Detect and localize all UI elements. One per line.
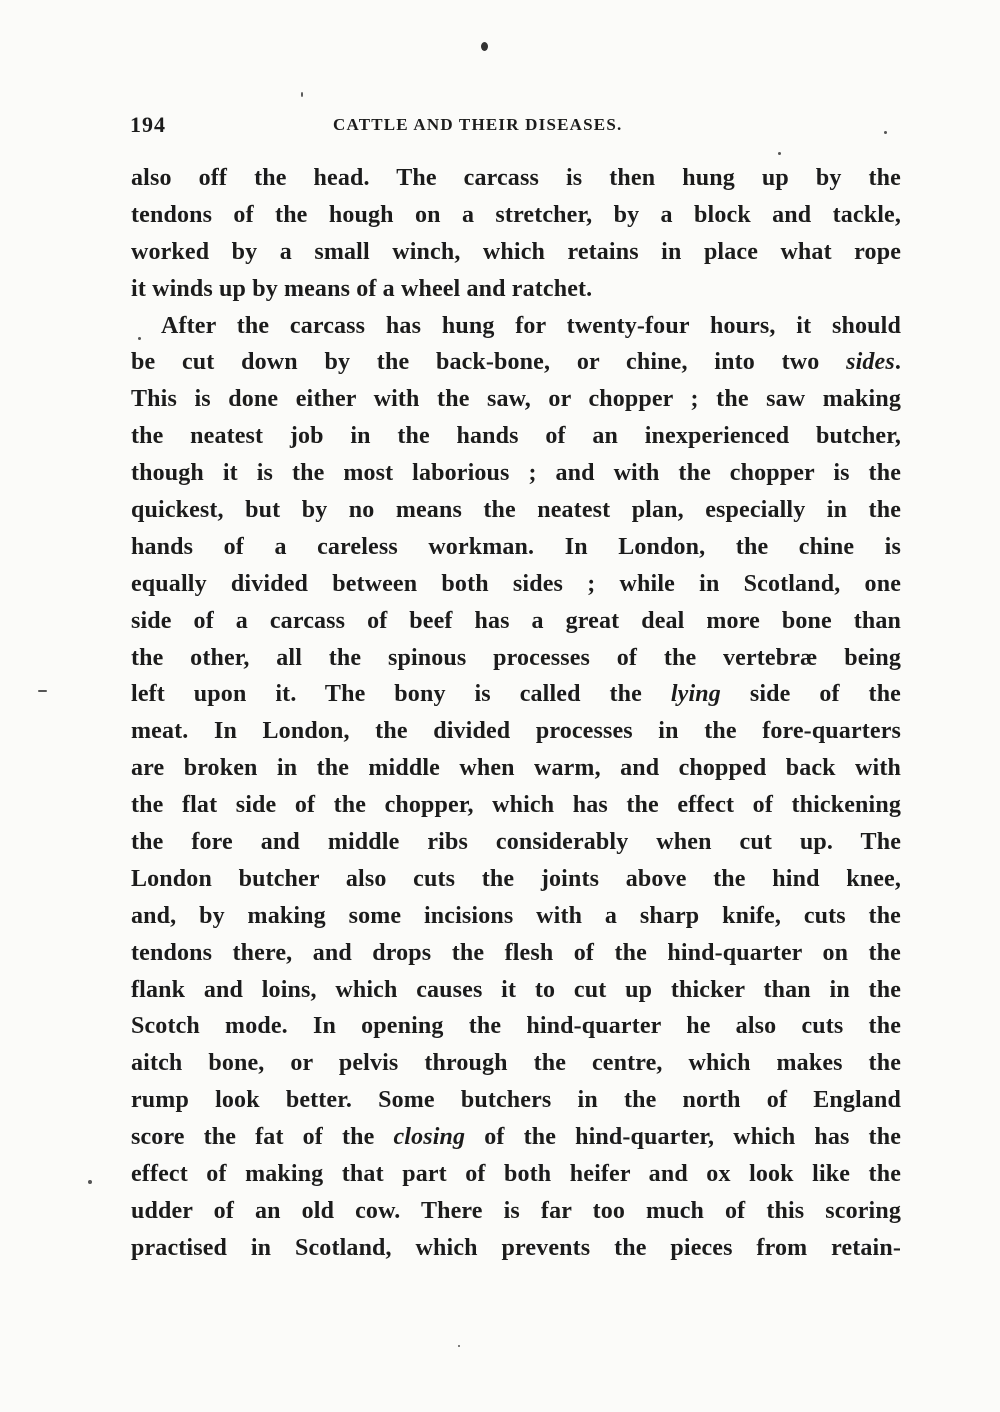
text-line: it winds up by means of a wheel and ratchet. bbox=[131, 275, 593, 302]
print-speck bbox=[88, 1180, 92, 1184]
text-run: the neatest job in the hands of an inexperienced butcher, bbox=[131, 423, 901, 450]
text-line bbox=[131, 455, 901, 492]
text-line bbox=[131, 1008, 901, 1045]
text-line bbox=[131, 1156, 901, 1193]
text-run: practised in Scotland, which prevents the pieces from retain- bbox=[131, 1234, 901, 1261]
text-line: worked by a small winch, which retains in place what rope bbox=[131, 238, 901, 265]
text-line bbox=[131, 935, 901, 972]
text-run: After the carcass has hung for twenty-four hours, it should bbox=[161, 312, 901, 339]
text-run: . bbox=[894, 349, 901, 376]
text-line: tendons of the hough on a stretcher, by a block and tackle, bbox=[131, 201, 901, 228]
print-speck bbox=[458, 1345, 460, 1347]
text-run: effect of making that part of both heifer and ox look like the bbox=[131, 1161, 901, 1188]
text-run: udder of an old cow. There is far too much of this scoring bbox=[131, 1197, 901, 1224]
text-run: tendons there, and drops the flesh of the hind-quarter on the bbox=[131, 939, 901, 966]
text-line bbox=[131, 750, 901, 787]
text-run: the fore and middle ribs considerably when cut up. The bbox=[131, 829, 901, 856]
text-run: flank and loins, which causes it to cut up thicker than in the bbox=[131, 976, 901, 1003]
text-line bbox=[131, 640, 901, 677]
print-speck bbox=[884, 131, 887, 134]
running-head: CATTLE AND THEIR DISEASES. bbox=[333, 115, 623, 134]
text-run: side of a carcass of beef has a great deal more bone than bbox=[131, 607, 901, 634]
print-speck bbox=[301, 92, 303, 97]
text-run: aitch bone, or pelvis through the centre, which makes the bbox=[131, 1050, 901, 1077]
text-line bbox=[131, 713, 901, 750]
text-run: This is done either with the saw, or chopper ; the saw making bbox=[131, 386, 901, 413]
text-run: London butcher also cuts the joints above the hind knee, bbox=[131, 865, 901, 892]
text-line bbox=[131, 1082, 901, 1119]
text-run: and, by making some incisions with a sharp knife, cuts the bbox=[131, 902, 901, 929]
text-line bbox=[131, 861, 901, 898]
italic-text: lying bbox=[670, 681, 721, 708]
text-line bbox=[131, 381, 901, 418]
text-run: score the fat of the bbox=[131, 1124, 394, 1151]
text-line: also off the head. The carcass is then hung up by the bbox=[131, 165, 901, 191]
text-line bbox=[131, 898, 901, 935]
page-number: 194 bbox=[130, 112, 166, 137]
page-header bbox=[130, 112, 900, 142]
text-line bbox=[131, 344, 901, 381]
text-run: quickest, but by no means the neatest plan, especially in the bbox=[131, 497, 901, 524]
text-line bbox=[131, 566, 901, 603]
text-run: hands of a careless workman. In London, the chine is bbox=[131, 533, 901, 560]
text-line bbox=[131, 1045, 901, 1082]
italic-text: closing bbox=[393, 1124, 466, 1151]
text-run: be cut down by the back-bone, or chine, into two bbox=[131, 349, 847, 376]
text-run: though it is the most laborious ; and with the chopper is the bbox=[131, 460, 901, 487]
print-speck bbox=[138, 337, 141, 340]
text-line bbox=[131, 824, 901, 861]
text-run: are broken in the middle when warm, and chopped back with bbox=[131, 755, 901, 782]
text-line bbox=[131, 972, 901, 1009]
text-run: equally divided between both sides ; while in Scotland, one bbox=[131, 570, 901, 597]
paragraph bbox=[131, 308, 901, 1267]
text-run: rump look better. Some butchers in the north of England bbox=[131, 1087, 901, 1114]
paragraph bbox=[131, 160, 901, 308]
text-line bbox=[131, 308, 901, 345]
body-text bbox=[131, 160, 901, 1267]
text-run: the other, all the spinous processes of the vertebræ being bbox=[131, 644, 901, 671]
print-speck bbox=[38, 690, 47, 692]
text-line bbox=[131, 529, 901, 566]
text-line bbox=[131, 603, 901, 640]
text-run: left upon it. The bony is called the bbox=[131, 681, 671, 708]
text-line bbox=[131, 418, 901, 455]
text-run: of the hind-quarter, which has the bbox=[465, 1124, 901, 1151]
text-line bbox=[131, 676, 901, 713]
text-line bbox=[131, 787, 901, 824]
text-run: side of the bbox=[720, 681, 901, 708]
text-line bbox=[131, 1119, 901, 1156]
text-run: the flat side of the chopper, which has the effect of thickening bbox=[131, 792, 901, 819]
text-line bbox=[131, 492, 901, 529]
print-speck bbox=[778, 152, 781, 155]
text-run: Scotch mode. In opening the hind-quarter he also cuts the bbox=[131, 1013, 901, 1040]
text-line bbox=[131, 1230, 901, 1267]
text-run: meat. In London, the divided processes in the fore-quarters bbox=[131, 718, 901, 745]
italic-text: sides bbox=[846, 349, 895, 376]
text-line bbox=[131, 1193, 901, 1230]
print-speck bbox=[481, 42, 488, 51]
